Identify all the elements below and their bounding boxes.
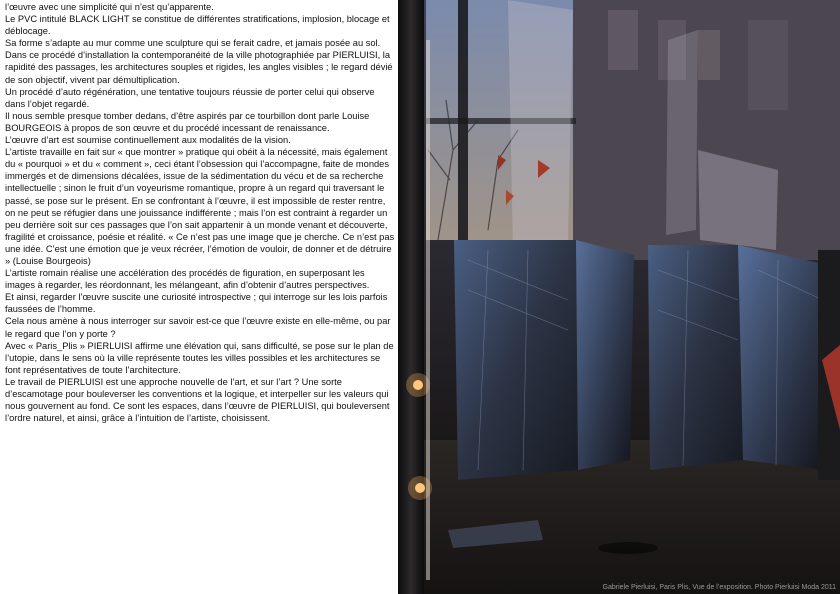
- paragraph: L’artiste romain réalise une accélération des procédés de figuration, en superposant les images à regarder, les réordonnant, les mélangeant, afin d’obtenir d’autres perspectives.: [5, 268, 370, 291]
- paragraph: L’artiste travaille en fait sur « que montrer » pratique qui obéit à la nécessité, mais également du « pourquoi » et du « comment », ceci étant l’obsession qui l’accompagne, faite de mondes immergés et de dimensions décalées, issue de la sédimentation du vécu et de sa recherche intellectuelle ; sinon le fruit d’un voyeurisme romantique, propre à un regard qui traversant le passé, se pose sur le présent. En se confrontant à l’œuvre, il est impossible de rester rentre, on ne peut se réfugier dans une jouissance indifférente ; mais l’on est contraint à regarder un peu derrière soit sur ces passages que l’on sait appartenir à un monde venant et découverte, fragilité et croissance, poésie et réalité. « Ce n’est pas une image que je cherche. Ce n’est pas une idée. C’est une émotion que je veux récréer, l’émotion de vouloir, de donner et de détruire » (Louise Bourgeois): [5, 147, 395, 266]
- paragraph: l’œuvre avec une simplicité qui n’est qu’apparente.: [5, 2, 214, 12]
- paragraph: L’œuvre d’art est soumise continuellement aux modalités de la vision.: [5, 135, 291, 146]
- photo-illustration: [398, 0, 840, 594]
- paragraph: Cela nous amène à nous interroger sur savoir est-ce que l’œuvre existe en elle-même, ou par le regard que l’on y porte ?: [5, 316, 391, 339]
- article-text: [5, 1, 397, 424]
- paragraph: Et ainsi, regarder l’œuvre suscite une curiosité introspective ; qui interroge sur les lois parfois faussées de l’homme.: [5, 292, 388, 315]
- exhibition-photo: [398, 0, 840, 594]
- paragraph: Le travail de PIERLUISI est une approche nouvelle de l’art, et sur l’art ? Une sorte d’escamotage pour bouleverser les conventions et la logique, et interpeller sur les valeurs qui nous gouvernent au fond. Ce sont les espaces, dans l’œuvre de PIERLUISI, qui bouleversent l’ordre naturel, et ainsi, grâce à l’intuition de l’artiste, choisissent.: [5, 376, 390, 424]
- paragraph: Le PVC intitulé BLACK LIGHT se constitue de différentes stratifications, implosion, blocage et déblocage.: [5, 14, 390, 37]
- photo-caption: Gabriele Pierluisi, Paris Plis, Vue de l’exposition. Photo Pierluisi Moda 2011: [602, 584, 836, 591]
- paragraph: Sa forme s’adapte au mur comme une sculpture qui se ferait cadre, et jamais posée au sol.: [5, 38, 381, 49]
- paragraph: Un procédé d’auto régénération, une tentative toujours réussie de porter celui qui observe dans l’objet regardé.: [5, 86, 375, 109]
- paragraph: Il nous semble presque tomber dedans, d’être aspirés par ce tourbillon dont parle Louise BOURGEOIS à propos de son œuvre et du procédé incessant de renaissance.: [5, 110, 370, 133]
- paragraph: Avec « Paris_Plis » PIERLUISI affirme une élévation qui, sans difficulté, se pose sur le plan de l’utopie, dans le sens où la ville représente toutes les villes possibles et les architectures se font représentatives de toute l’architecture.: [5, 340, 394, 375]
- paragraph: Dans ce procédé d’installation la contemporanéité de la ville photographiée par PIERLUISI, la rapidité des passages, les architectures souples et rigides, les angles visibles ; le regard dévié de son objectif, vivent par démultiplication.: [5, 50, 393, 85]
